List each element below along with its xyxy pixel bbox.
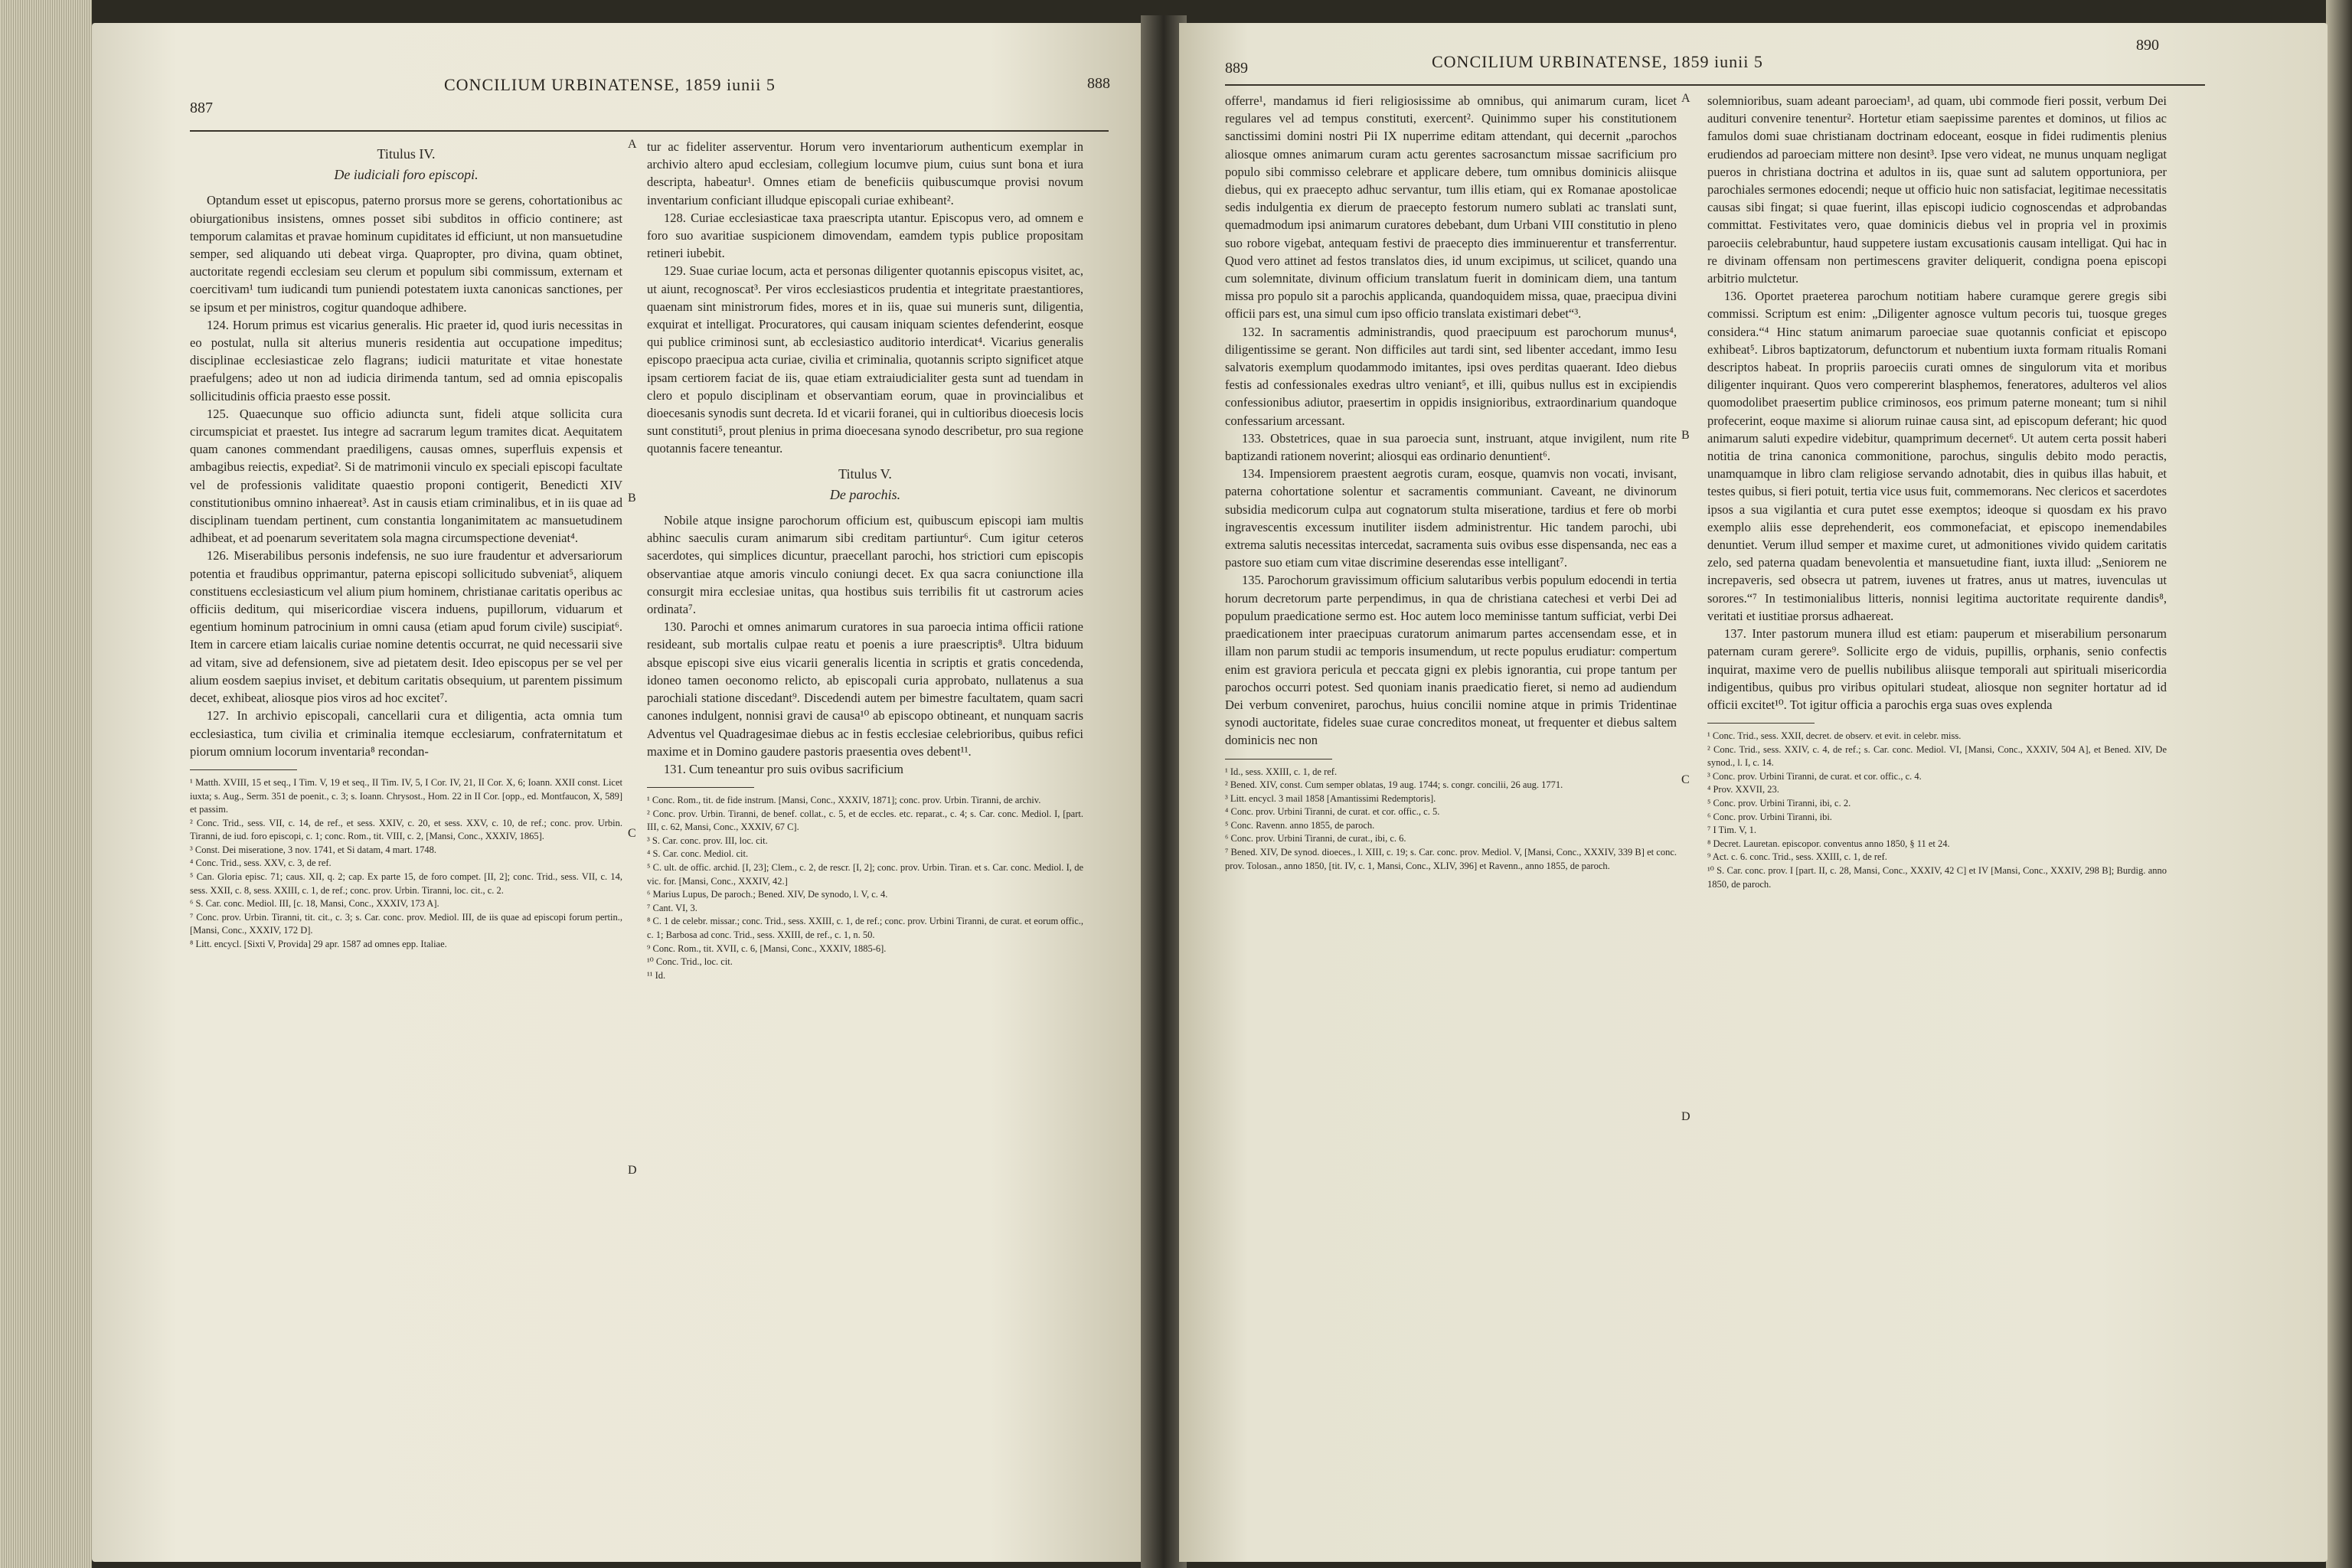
paragraph: 130. Parochi et omnes animarum curatores in sua paroecia intima officii ratione resideant, sub mortalis culpae reatu et poenis a iure praescriptis⁸. Ultra biduum absque episcopi sive eius vicarii generalis licentia in scriptis et gratis concedenda, idoneo tamen oeconomo relicto, ab episcopali curia approbato, nullatenus a sua parochiali statione discedant⁹. Discedendi autem per bimestre facultatem, quam sacri canones indulgent, nonnisi gravi de causa¹⁰ ab episcopo obtineant, et nunquam sacris Adventus vel Quadragesimae diebus ac in festis ecclesiae celebrioribus, quibus refici maxime et in Domino gaudere pastoris praesentia oves debent¹¹. [647,619,1083,759]
footnote: ¹⁰ Conc. Trid., loc. cit. [647,956,733,968]
footnote: ⁶ Marius Lupus, De paroch.; Bened. XIV, De synodo, l. V, c. 4. [647,889,888,900]
footnote: ⁸ Decret. Lauretan. episcopor. conventus anno 1850, § 11 et 24. [1707,838,1950,849]
margin-letter: B [628,492,636,505]
section-title: Titulus IV. [377,146,436,162]
footnote-rule [190,769,297,770]
footnote-rule [1225,759,1332,760]
paragraph: 126. Miserabilibus personis indefensis, ne suo iure fraudentur et adversariorum potentia et fraudibus opprimantur, paterna episcopi sollicitudo subveniat⁵, aliquem constituens ecclesiasticum vel alium pium hominem, christianae caritatis operibus ac officiis deditum, qui misericordiae viscera induens, pupillorum, viduarum et egentium hominum patrocinium in omni causa (etiam apud forum civile) suscipiat⁶. Item in carcere etiam laicalis curiae nomine detentis occurrat, ne quid necessarii sive ad vitam, sive ad defensionem, sive ad pietatem desit. Ideo episcopus per se vel per alium eosdem saepius inviset, et debitum caritatis obsequium, ut parentem pissimum decet, exhibeat, aliosque pios viros ad hoc excitet⁷. [190,548,622,706]
paragraph: 129. Suae curiae locum, acta et personas diligenter quotannis episcopus visitet, ac, ut aiunt, recognoscat³. Per viros ecclesiasticos prudentia et integritate praestantiores, quaenam sint ministrorum fides, mores et in iis, quae sui muneris sunt, diligentia, exquirat et intelligat. Procuratores, qui causam iniquam scientes defenderint, eosque qui publice criminosi sunt, ab ecclesiastico auditorio interdicat⁴. Vicarius generalis episcopo praecipua acta curiae, civilia et criminalia, quotannis scripto significet atque ipsam certiorem faciat de iis, quae etiam extraiudicialiter gesta sunt ad tuendam in clero et populo disciplinam et observantiam eorum, quae in provincialibus et dioecesanis synodis sunt decreta. Id et vicarii foranei, qui in cultioribus dioecesis locis sunt constituti⁵, prout plenius in prima dioecesana synodo describetur, pro sua regione quotannis facere teneantur. [647,263,1084,456]
paragraph: 128. Curiae ecclesiasticae taxa praescripta utantur. Episcopus vero, ad omnem e foro suo avaritiae suspicionem dimovendam, eamdem typis publice propositam retineri iubebit. [647,210,1083,261]
footnote: ⁶ S. Car. conc. Mediol. III, [c. 18, Mansi, Conc., XXXIV, 173 A]. [190,898,439,910]
footnote: ⁸ Litt. encycl. [Sixti V, Provida] 29 apr. 1587 ad omnes epp. Italiae. [190,939,447,950]
paragraph: 135. Parochorum gravissimum officium salutaribus verbis populum edocendi in tertia horum decretorum parte perpendimus, in qua de christiana catechesi et verbi Dei ad populum praedicatione sermo est. Hoc autem loco meminisse tantum sufficiat, verbi Dei praedicationem inter praecipuas curatorum animarum partes accensendam esse, et in illam non parum studii ac temporis insumendum, ut recte populus erudiatur: compertum enim est graviora pericula et peccata gigni ex plebis ignorantia, cui prope tantum per parochos occurri potest. Sed quoniam inanis praedicatio fieret, si nemo ad audiendum Dei verbum conveniret, parochus, huius concilii nomine atque in primis Tridentinae synodi auctoritate, fideles suae curae concreditos moneat, ut frequenter et diebus saltem dominicis nec non [1225,573,1677,748]
footnote: ¹¹ Id. [647,969,666,981]
book-cover-edge [2326,0,2352,1568]
margin-letter: C [1681,773,1690,786]
footnote: ¹ Matth. XVIII, 15 et seq., I Tim. V, 19 et seq., II Tim. IV, 5, I Cor. IV, 21, II Cor. X, 6; Ioann. XXII const. Licet iuxta; s. Aug., Serm. 351 de poenit., c. 3; s. Ioann. Chrysost., Hom. 22 in II Cor. [opp., ed. Montfaucon, X, 589] et passim. [190,776,622,815]
footnote: ⁷ Bened. XIV, De synod. dioeces., l. XIII, c. 19; s. Car. conc. prov. Mediol. V, [Mansi, Conc., XXXIV, 339 B] et conc. prov. Tolosan., anno 1850, [tit. IV, c. 1, Mansi, Conc., XLIV, 396] et Ravenn., anno 1855, de paroch. [1225,847,1677,871]
footnote: ⁴ Prov. XXVII, 23. [1707,784,1779,795]
header-rule [190,130,1109,132]
footnote: ¹ Conc. Trid., sess. XXII, decret. de observ. et evit. in celebr. miss. [1707,730,1962,742]
paragraph: 134. Impensiorem praestent aegrotis curam, eosque, quamvis non vocati, invisant, paterna cohortatione solentur et sacramentis communiant. Caveant, ne divinorum subsidia medicorum culpa aut cognatorum stulta miseratione, tardius et fere ob morbi ingravescentis excessum inutiliter iisdem administrentur. Hic tandem parochi, ubi extrema salutis necessitas intercedat, sacramenta suis ovibus esse dispensanda, nec eas a pastore suo etiam cum vitae discrimine deserendas esse intelligant⁷. [1225,466,1677,570]
paragraph: Optandum esset ut episcopus, paterno prorsus more se gerens, cohortationibus ac obiurgationibus insistens, omnes posset sibi subditos in officio continere; ast temporum calamitas et pravae hominum cupiditates id efficiunt, ut non mansuetudine semper, sed aliquando uti debeat virga. Quapropter, pro divina, quam obtinet, auctoritate regendi ecclesiam seu clerum et populum sibi commissum, externam et coercitivam¹ tum iudicandi tum puniendi potestatem iuxta canonicas sanctiones, per se ipsum et per ministros, cogitur quandoque adhibere. [190,193,622,315]
left-page [92,23,1148,1562]
paragraph: solemnioribus, suam adeant paroeciam¹, ad quam, ubi commode fieri possit, verbum Dei audituri convenire tenentur². Hortetur etiam saepissime parentes et dominos, ut filios ac famulos domi suae christianam doctrinam edoceant, eosque in fidei rudimentis plenius erudiendos ad paroeciam mittere non desint³. Ipse vero videat, ne munus unquam negligat pueros in christiana doctrina et adultos in iis, quae sunt ad salutem opportuniora, per parochiales sermones edocendi; neque ut officio huic non satisfaciat, legitimae necessitatis causas sibi fingat; si quae fuerint, illas episcopi iudicio cognoscendas et adprobandas committat. Festivitates vero, quae dominicis diebus vel in propria vel in proximis paroeciis celebrabuntur, haud suppetere iustam excusationis causam intelligat. Qui hac in re divinam offensam non pertimescens graviter deliquerit, condigna poena episcopi arbitrio mulctetur. [1707,93,2167,286]
paragraph: 127. In archivio episcopali, cancellarii cura et diligentia, acta omnia tum ecclesiastica, tum civilia et criminalia itemque ecclesiarum, confraternitatum et piorum omnium locorum inventaria⁸ recondan- [190,708,622,759]
running-head: CONCILIUM URBINATENSE, 1859 iunii 5 [1432,52,1763,71]
footnote: ⁵ Conc. prov. Urbini Tiranni, ibi, c. 2. [1707,798,1851,809]
footnote: ² Bened. XIV, const. Cum semper oblatas, 19 aug. 1744; s. congr. concilii, 26 aug. 1771. [1225,779,1563,791]
text-column [1225,92,1677,873]
footnote: ¹ Conc. Rom., tit. de fide instrum. [Mansi, Conc., XXXIV, 1871]; conc. prov. Urbin. Tiranni, de archiv. [647,795,1041,806]
footnote: ³ Litt. encycl. 3 mail 1858 [Amantissimi Redemptoris]. [1225,792,1436,804]
margin-letter: D [628,1164,637,1177]
footnote-rule [1707,723,1815,724]
paragraph: offerre¹, mandamus id fieri religiosissime ab omnibus, qui animarum curam, licet regulares vel ad tempus constituti, exercent². Quinimmo super his constitutionem sanctissimi domini nostri Pii IX nuperrime editam attendant, qui decernit „parochos aliosque omnes animarum curam actu gerentes sacrosanctum missae sacrificium pro populo sibi commisso celebrare et applicare debere, tum omnibus dominicis aliisque diebus, qui ex praecepto adhuc servantur, tum illis etiam, qui ex Romanae apostolicae sedis indulgentia ex dierum de praecepto festorum numero sublati ac translati sunt, quemadmodum ipsi animarum curatores debebant, dum Urbani VIII constitutio in pleno suo robore vigebat, antequam festivi de praecepto dies imminuerentur et transferrentur. Quod vero attinet ad festos translatos dies, id unum excipimus, ut scilicet, quando una cum solemnitate, divinum officium translatum fuerit in dominicam diem, una tantum missa pro populo sit a parochis applicanda, quandoquidem missa, quae, praecipua divini officii pars est, una simul cum ipso officio translata existimari debet“³. [1225,93,1677,322]
footnote: ⁹ Act. c. 6. conc. Trid., sess. XXIII, c. 1, de ref. [1707,851,1887,863]
margin-letter: C [628,827,636,840]
footnote: ¹ Id., sess. XXIII, c. 1, de ref. [1225,766,1338,777]
page-number: 890 [2136,37,2159,54]
footnote: ⁸ C. 1 de celebr. missar.; conc. Trid., sess. XXIII, c. 1, de ref.; conc. prov. Urbini Tiranni, de curat. et eorum offic., c. 1; Barbosa ad conc. Trid., sess. XXIII, de ref., c. 1, n. 50. [647,916,1083,941]
footnote: ⁴ Conc. prov. Urbini Tiranni, de curat. et cor. offic., c. 5. [1225,806,1440,818]
footnote-rule [647,787,754,788]
section-subtitle: De iudiciali foro episcopi. [334,167,479,183]
section-subtitle: De parochis. [829,486,901,502]
paragraph: 125. Quaecunque suo officio adiuncta sunt, fideli atque sollicita cura circumspiciat et praestet. Ius integre ad sacrarum legum tramites dicat. Aequitatem quam canones commendant praediligens, causas omnes, superfluis expensis et ambagibus reiectis, expediat². Si de matrimonii vinculo ex speciali episcopi facultate vel de professionis validitate quaestio proponi contigerit, Benedicti XIV constitutionibus omnino inhaereat³. Ast in causis etiam criminalibus, et in iis quae ad disciplinam tuendam pertinent, cum constantia longanimitatem ac mansuetudinem adhibeat, et ad poenarum severitatem sola magna circumspectione deveniat⁴. [190,406,622,546]
header-rule [1225,84,2205,86]
footnote: ³ Const. Dei miseratione, 3 nov. 1741, et Si datam, 4 mart. 1748. [190,844,436,855]
footnote: ⁷ Conc. prov. Urbin. Tiranni, tit. cit., c. 3; s. Car. conc. prov. Mediol. III, de iis quae ad episcopi forum pertin., [Mansi, Conc., XXXIV, 172 D]. [190,911,622,936]
text-column [1707,92,2167,891]
footnote: ⁹ Conc. Rom., tit. XVII, c. 6, [Mansi, Conc., XXXIV, 1885-6]. [647,942,887,954]
margin-letter: A [628,138,637,151]
paragraph: 137. Inter pastorum munera illud est etiam: pauperum et miserabilium personarum paternam curam gerere⁹. Sollicite ergo de viduis, pupillis, orphanis, senio confectis inquirat, maxime vero de puellis nubilibus aliisque temporali aut spirituali misericordia indigentibus, quibus pro viribus opitulari studeat, aliosque non segniter hortatur ad id officii excitet¹⁰. Tot igitur officia a parochis erga suas oves explenda [1707,626,2167,712]
margin-letter: A [1681,92,1690,105]
footnote: ⁵ Can. Gloria episc. 71; caus. XII, q. 2; cap. Ex parte 15, de foro compet. [II, 2]; conc. Trid., sess. VII, c. 14, sess. XXII, c. 8, sess. XXIII, c. 1, de ref.; conc. prov. Urbin. Tiranni, loc. cit., c. 2. [190,871,622,896]
footnote: ⁵ Conc. Ravenn. anno 1855, de paroch. [1225,819,1375,831]
running-head: CONCILIUM URBINATENSE, 1859 iunii 5 [444,75,776,94]
paragraph: Nobile atque insigne parochorum officium est, quibuscum episcopi iam multis abhinc saeculis curam animarum sibi creditam partiuntur⁶. Cum igitur ceteros sacerdotes, qui simplices dicuntur, praecellant parochi, hos strictiori cum episcopis observantiae atque amoris vinculo coniungi decet. Ex qua sacra coniunctione illa consurgit mira ecclesiae unitas, qua hostibus suis terribilis fit ut castrorum acies ordinata⁷. [647,513,1083,617]
footnote: ² Conc. Trid., sess. VII, c. 14, de ref., et sess. XXIV, c. 20, et sess. XXV, c. 10, de ref.; conc. prov. Urbin. Tiranni, de iud. foro episcopi, c. 1; conc. Rom., tit. VIII, c. 2, [Mansi, Conc., XXXIV, 1865]. [190,817,622,842]
footnote: ⁶ Conc. prov. Urbini Tiranni, ibi. [1707,811,1832,822]
footnote: ⁷ I Tim. V, 1. [1707,825,1757,836]
footnote: ³ Conc. prov. Urbini Tiranni, de curat. et cor. offic., c. 4. [1707,770,1922,782]
book-page-edges [0,0,92,1568]
footnote: ⁷ Cant. VI, 3. [647,902,697,913]
text-column [190,138,622,952]
footnote: ⁴ S. Car. conc. Mediol. cit. [647,848,749,860]
margin-letter: D [1681,1110,1690,1123]
paragraph: tur ac fideliter asserventur. Horum vero inventariorum authenticum exemplar in archivio altero apud ecclesiam, collegium locumve pium, cuius sunt bona et iura descripta, habeatur¹. Omnes etiam de beneficiis quibuscumque provisi novum inventarium conficiant illudque episcopali curiae exhibeant². [647,139,1083,207]
footnote: ² Conc. prov. Urbin. Tiranni, de benef. collat., c. 5, et de eccles. etc. reparat., c. 4; s. Car. conc. Mediol. I, [part. III, c. 62, Mansi, Conc., XXXIV, 67 C]. [647,808,1083,833]
page-number: 889 [1225,60,1248,77]
paragraph: 131. Cum teneantur pro suis ovibus sacrificium [664,761,903,776]
page-number: 887 [190,100,213,116]
footnote: ⁴ Conc. Trid., sess. XXV, c. 3, de ref. [190,858,332,869]
paragraph: 133. Obstetrices, quae in sua paroecia sunt, instruant, atque invigilent, num rite baptizandi rationem noverint; aliosqui eas ordinario denuntient⁶. [1225,430,1677,464]
footnote: ⁵ C. ult. de offic. archid. [I, 23]; Clem., c. 2, de rescr. [I, 2]; conc. prov. Urbin. Tiran. et s. Car. conc. Mediol. I, de vic. for. [Mansi, Conc., XXXIV, 42.] [647,862,1083,887]
paragraph: 132. In sacramentis administrandis, quod praecipuum est parochorum munus⁴, diligentissime se gerant. Non difficiles aut tardi sint, sed libenter accedant, immo Iesu salvatoris exemplum quodammodo imitantes, ipsi oves perditas quaerant. Ideo diebus festis ad confessionales exedras ultro veniant⁵, et illi, quibus nullus est in excipiendis confessionibus adiutor, praesertim in oppidis insignioribus, extraordinarium quandoque confessarium arcessant. [1225,324,1677,428]
paragraph: 124. Horum primus est vicarius generalis. Hic praeter id, quod iuris necessitas in eo postulat, nulla sit alterius muneris residentia aut occupatione impeditus; disciplinae ecclesiasticae zelo flagrans; iudicii maturitate et vitae honestate praefulgens; adeo ut non ad iudicia dirimenda tantum, sed ad omnia episcopalis sollicitudinis officia praesto esse possit. [190,317,622,403]
footnote: ³ S. Car. conc. prov. III, loc. cit. [647,835,768,846]
section-title: Titulus V. [838,466,892,482]
footnote: ¹⁰ S. Car. conc. prov. I [part. II, c. 28, Mansi, Conc., XXXIV, 42 C] et IV [Mansi, Conc., XXXIV, 298 B]; Burdig. anno 1850, de paroch. [1707,865,2167,890]
page-number: 888 [1087,75,1110,92]
right-page [1179,23,2328,1562]
margin-letter: B [1681,429,1690,442]
text-column [647,138,1083,982]
paragraph: 136. Oportet praeterea parochum notitiam habere curamque gerere gregis sibi commissi. Scriptum est enim: „Diligenter agnosce vultum pecoris tui, tuosque greges considera.“⁴ Hinc statum animarum paroeciae suae quotannis conficiat et episcopo exhibeat⁵. Libros baptizatorum, defunctorum et nubentium iuxta formam ritualis Romani descriptos habeat. In propriis paroeciis curati omnes de singulorum vita et moribus diligenter inquirant. Quos vero compererint blasphemos, feneratores, adulteros vel alios quomodolibet praesertim publice criminosos, eos primum paterne moneant; tum si nihil profecerint, eoque maxime si aliorum ruinae causa sint, ad episcopum deferant; hic quod animarum saluti expedire videbitur, quamprimum decernet⁶. Ut autem certa possit haberi notitia de trina canonica commonitione, parochus, singulis debito modo peractis, unamquamque in libro clam religiose servando adnotabit, dies in quibus illas habuit, et testes quibus, si fieri potuit, tertia vice usus fuit, commemorans. Nec clericos et sacerdotes ipsos a sua vigilantia et cura putet esse exemptos; ideoque si quosdam ex his pravo exemplo aliis esse deprehenderit, eos commonefaciat, et episcopo inemendabiles denuntiet. Verum illud semper et maxime curet, ut admonitiones vivido quidem caritatis zelo, sed paterna quadam benevolentia et mansuetudine fiant, iuxta illud: „Seniorem ne increpaveris, sed obsecra ut patrem, iuvenes ut fratres, anus ut matres, iuvenculas ut sorores.“⁷ In testimonialibus litteris, nonnisi legitima auctoritate requirente dandis⁸, veritati et iustitiae prorsus adhaereat. [1707,289,2167,623]
footnote: ⁶ Conc. prov. Urbini Tiranni, de curat., ibi, c. 6. [1225,833,1406,844]
footnote: ² Conc. Trid., sess. XXIV, c. 4, de ref.; s. Car. conc. Mediol. VI, [Mansi, Conc., XXXIV, 504 A], et Bened. XIV, De synod., l. I, c. 14. [1707,743,2167,769]
